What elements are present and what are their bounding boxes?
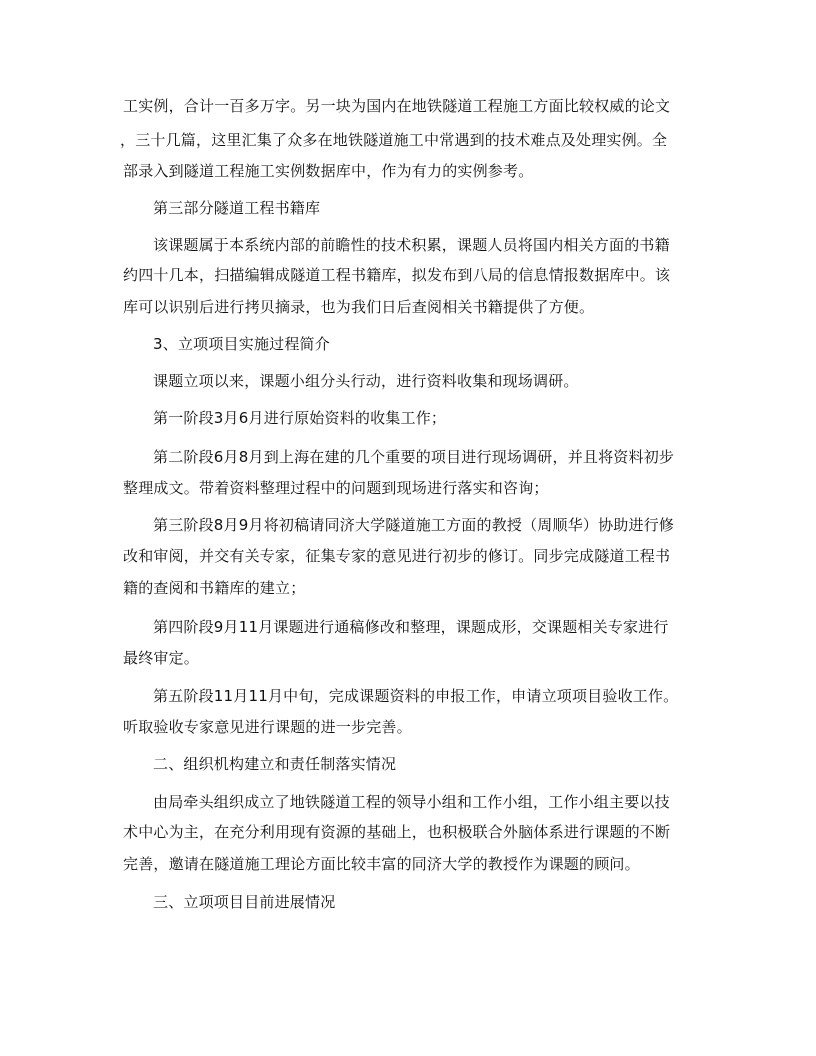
text-line: 听取验收专家意见进行课题的进一步完善。 — [123, 718, 412, 736]
section-heading: 第三部分隧道工程书籍库 — [153, 199, 321, 217]
text-line: 第五阶段11月11月中旬，完成课题资料的申报工作，申请立项项目验收工作。 — [153, 687, 679, 705]
text-line: 该课题属于本系统内部的前瞻性的技术积累，课题人员将国内相关方面的书籍 — [153, 236, 670, 254]
text-line: 第四阶段9月11月课题进行通稿修改和整理，课题成形，交课题相关专家进行 — [153, 618, 669, 636]
text-line: ，三十几篇，这里汇集了众多在地铁隧道施工中常遇到的技术难点及处理实例。全 — [120, 131, 668, 149]
text-line: 第三阶段8月9月将初稿请同济大学隧道施工方面的教授（周顺华）协助进行修 — [153, 516, 675, 534]
text-line: 部录入到隧道工程施工实例数据库中，作为有力的实例参考。 — [123, 162, 534, 180]
section-heading: 三、立项项目目前进展情况 — [153, 893, 336, 911]
section-heading: 3、立项项目实施过程简介 — [153, 335, 330, 353]
text-line: 课题立项以来，课题小组分头行动，进行资料收集和现场调研。 — [153, 372, 579, 390]
text-line: 改和审阅，并交有关专家，征集专家的意见进行初步的修订。同步完成隧道工程书 — [123, 547, 671, 565]
text-line: 库可以识别后进行拷贝摘录，也为我们日后查阅相关书籍提供了方便。 — [123, 298, 595, 316]
text-line: 约四十几本，扫描编辑成隧道工程书籍库，拟发布到八局的信息情报数据库中。该 — [123, 266, 671, 284]
text-line: 整理成文。带着资料整理过程中的问题到现场进行落实和咨询； — [123, 479, 549, 497]
text-line: 籍的查阅和书籍库的建立； — [123, 579, 306, 597]
text-line: 工实例，合计一百多万字。另一块为国内在地铁隧道工程施工方面比较权威的论文 — [123, 97, 671, 115]
section-heading: 二、组织机构建立和责任制落实情况 — [153, 755, 397, 773]
text-line: 完善，邀请在隧道施工理论方面比较丰富的同济大学的教授作为课题的顾问。 — [123, 855, 640, 873]
text-line: 术中心为主，在充分利用现有资源的基础上，也积极联合外脑体系进行课题的不断 — [123, 823, 671, 841]
text-line: 最终审定。 — [123, 649, 200, 667]
text-line: 第一阶段3月6月进行原始资料的收集工作； — [153, 409, 447, 427]
text-line: 由局牵头组织成立了地铁隧道工程的领导小组和工作小组，工作小组主要以技 — [153, 793, 670, 811]
text-line: 第二阶段6月8月到上海在建的几个重要的项目进行现场调研，并且将资料初步 — [153, 448, 675, 466]
